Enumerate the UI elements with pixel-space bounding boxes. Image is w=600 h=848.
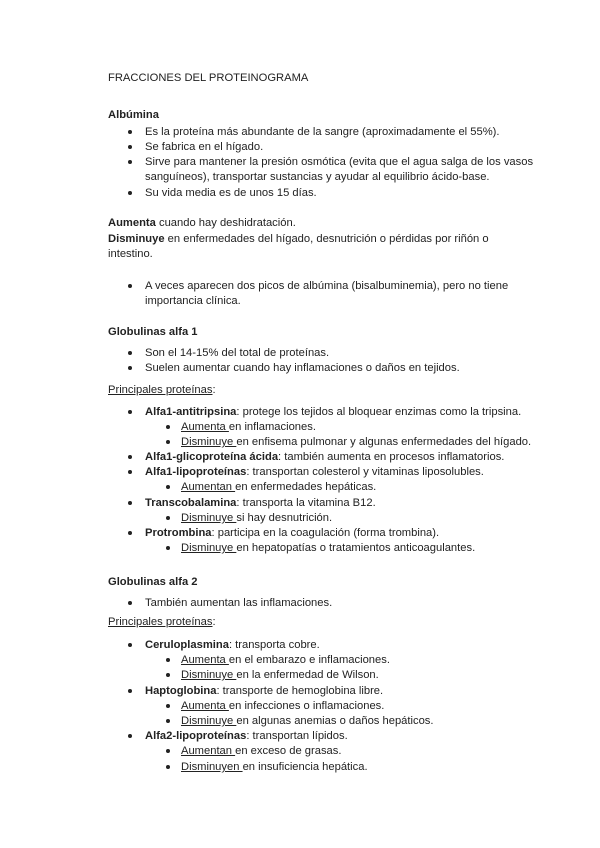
alfa2-protein-1 (145, 638, 320, 652)
sub-label: Disminuye (181, 715, 237, 727)
bullet-dot (128, 643, 132, 647)
alfa1-protein-5-sub-1 (181, 541, 475, 555)
sub-text: en infecciones o inflamaciones. (228, 700, 385, 712)
alfa1-protein-4 (145, 496, 376, 510)
aumenta-text: cuando hay deshidratación. (155, 217, 296, 229)
disminuye-label: Disminuye (108, 233, 165, 245)
bullet-dot (166, 658, 170, 662)
alfa1-principales (108, 383, 216, 397)
bullet-dot (128, 191, 132, 195)
alfa1-protein-5 (145, 526, 439, 540)
albumina-bullet-4: Su vida media es de unos 15 días. (145, 187, 317, 199)
alfa1-heading: Globulinas alfa 1 (108, 326, 198, 338)
bullet-dot (128, 130, 132, 134)
document-title: FRACCIONES DEL PROTEINOGRAMA (108, 72, 309, 84)
protein-name: Haptoglobina (145, 685, 217, 697)
sub-text: en exceso de grasas. (235, 745, 342, 757)
sub-text: en enfisema pulmonar y algunas enfermedades del hígado. (236, 436, 532, 448)
sub-label: Disminuye (181, 542, 237, 554)
bullet-dot (128, 601, 132, 605)
alfa2-protein-1-sub-2 (181, 668, 379, 682)
bullet-dot (128, 689, 132, 693)
protein-desc: : también aumenta en procesos inflamatorios. (278, 451, 505, 463)
sub-label: Aumenta (181, 421, 229, 433)
colon: : (212, 384, 216, 396)
sub-text: en inflamaciones. (228, 421, 316, 433)
protein-name: Alfa1-glicoproteína ácida (145, 451, 279, 463)
bullet-dot (166, 704, 170, 708)
protein-name: Alfa2-lipoproteínas (145, 730, 247, 742)
bullet-dot (128, 351, 132, 355)
albumina-bullet-2: Se fabrica en el hígado. (145, 141, 264, 153)
alfa1-protein-4-sub-1 (181, 511, 332, 525)
bullet-dot (166, 673, 170, 677)
albumina-disminuye-line (108, 232, 489, 246)
bullet-dot (166, 516, 170, 520)
sub-text: en algunas anemias o daños hepáticos. (236, 715, 434, 727)
alfa1-bullet-1: Son el 14-15% del total de proteínas. (145, 347, 330, 359)
protein-name: Transcobalamina (145, 497, 237, 509)
alfa1-protein-1 (145, 405, 521, 419)
albumina-note-line-2: importancia clínica. (145, 295, 241, 307)
bullet-dot (166, 719, 170, 723)
sub-text: en enfermedades hepáticas. (235, 481, 377, 493)
alfa2-protein-2-sub-1 (181, 699, 384, 713)
albumina-note-line-1: A veces aparecen dos picos de albúmina (bisalbuminemia), pero no tiene (145, 280, 509, 292)
protein-desc: : participa en la coagulación (forma trombina). (211, 527, 440, 539)
bullet-dot (128, 410, 132, 414)
protein-desc: : transporta cobre. (228, 639, 320, 651)
principales-label: Principales proteínas (108, 384, 213, 396)
protein-desc: : transportan lípidos. (246, 730, 348, 742)
bullet-dot (128, 366, 132, 370)
albumina-heading: Albúmina (108, 109, 159, 121)
protein-name: Ceruloplasmina (145, 639, 229, 651)
sub-label: Aumentan (181, 481, 236, 493)
albumina-aumenta-line (108, 216, 296, 230)
protein-name: Protrombina (145, 527, 212, 539)
albumina-bullet-1: Es la proteína más abundante de la sangre (aproximadamente el 55%). (145, 126, 500, 138)
sub-label: Disminuye (181, 436, 237, 448)
alfa1-bullet-2: Suelen aumentar cuando hay inflamaciones o daños en tejidos. (145, 362, 460, 374)
bullet-dot (166, 765, 170, 769)
alfa1-protein-1-sub-1 (181, 420, 316, 434)
protein-name: Alfa1-lipoproteínas (145, 466, 247, 478)
protein-desc: : transporta la vitamina B12. (236, 497, 376, 509)
alfa2-protein-3-sub-1 (181, 744, 341, 758)
alfa2-protein-3 (145, 729, 348, 743)
bullet-dot (128, 531, 132, 535)
disminuye-text: en enfermedades del hígado, desnutrición o pérdidas por riñón o (164, 233, 489, 245)
sub-text: en el embarazo e inflamaciones. (228, 654, 390, 666)
alfa2-heading: Globulinas alfa 2 (108, 576, 198, 588)
sub-text: en la enfermedad de Wilson. (236, 669, 379, 681)
principales-label: Principales proteínas (108, 616, 213, 628)
bullet-dot (128, 501, 132, 505)
sub-label: Aumentan (181, 745, 236, 757)
bullet-dot (166, 546, 170, 550)
alfa1-protein-3 (145, 465, 484, 479)
bullet-dot (128, 284, 132, 288)
alfa2-principales (108, 615, 216, 629)
bullet-dot (128, 145, 132, 149)
albumina-bullet-3-cont: sanguíneos), transportar sustancias y ayudar al equilibrio ácido-base. (145, 171, 490, 183)
alfa2-bullet-1: También aumentan las inflamaciones. (145, 597, 333, 609)
protein-desc: : transporte de hemoglobina libre. (216, 685, 384, 697)
sub-label: Disminuyen (181, 761, 243, 773)
protein-desc: : protege los tejidos al bloquear enzimas como la tripsina. (236, 406, 522, 418)
sub-label: Aumenta (181, 654, 229, 666)
protein-name: Alfa1-antitripsina (145, 406, 237, 418)
bullet-dot (166, 485, 170, 489)
protein-desc: : transportan colesterol y vitaminas liposolubles. (246, 466, 484, 478)
colon: : (212, 616, 216, 628)
sub-label: Disminuye (181, 512, 237, 524)
sub-label: Disminuye (181, 669, 237, 681)
bullet-dot (166, 440, 170, 444)
sub-text: en insuficiencia hepática. (242, 761, 368, 773)
alfa1-protein-2 (145, 450, 504, 464)
sub-text: si hay desnutrición. (236, 512, 333, 524)
alfa2-protein-2-sub-2 (181, 714, 434, 728)
albumina-disminuye-line-cont: intestino. (108, 248, 153, 260)
alfa1-protein-1-sub-2 (181, 435, 531, 449)
bullet-dot (128, 470, 132, 474)
alfa1-protein-3-sub-1 (181, 480, 376, 494)
alfa2-protein-3-sub-2 (181, 760, 368, 774)
aumenta-label: Aumenta (108, 217, 156, 229)
bullet-dot (166, 425, 170, 429)
bullet-dot (128, 734, 132, 738)
bullet-dot (166, 749, 170, 753)
sub-label: Aumenta (181, 700, 229, 712)
bullet-dot (128, 455, 132, 459)
alfa2-protein-1-sub-1 (181, 653, 390, 667)
albumina-bullet-3: Sirve para mantener la presión osmótica (evita que el agua salga de los vasos (145, 156, 534, 168)
bullet-dot (128, 160, 132, 164)
alfa2-protein-2 (145, 684, 383, 698)
sub-text: en hepatopatías o tratamientos anticoagulantes. (236, 542, 476, 554)
